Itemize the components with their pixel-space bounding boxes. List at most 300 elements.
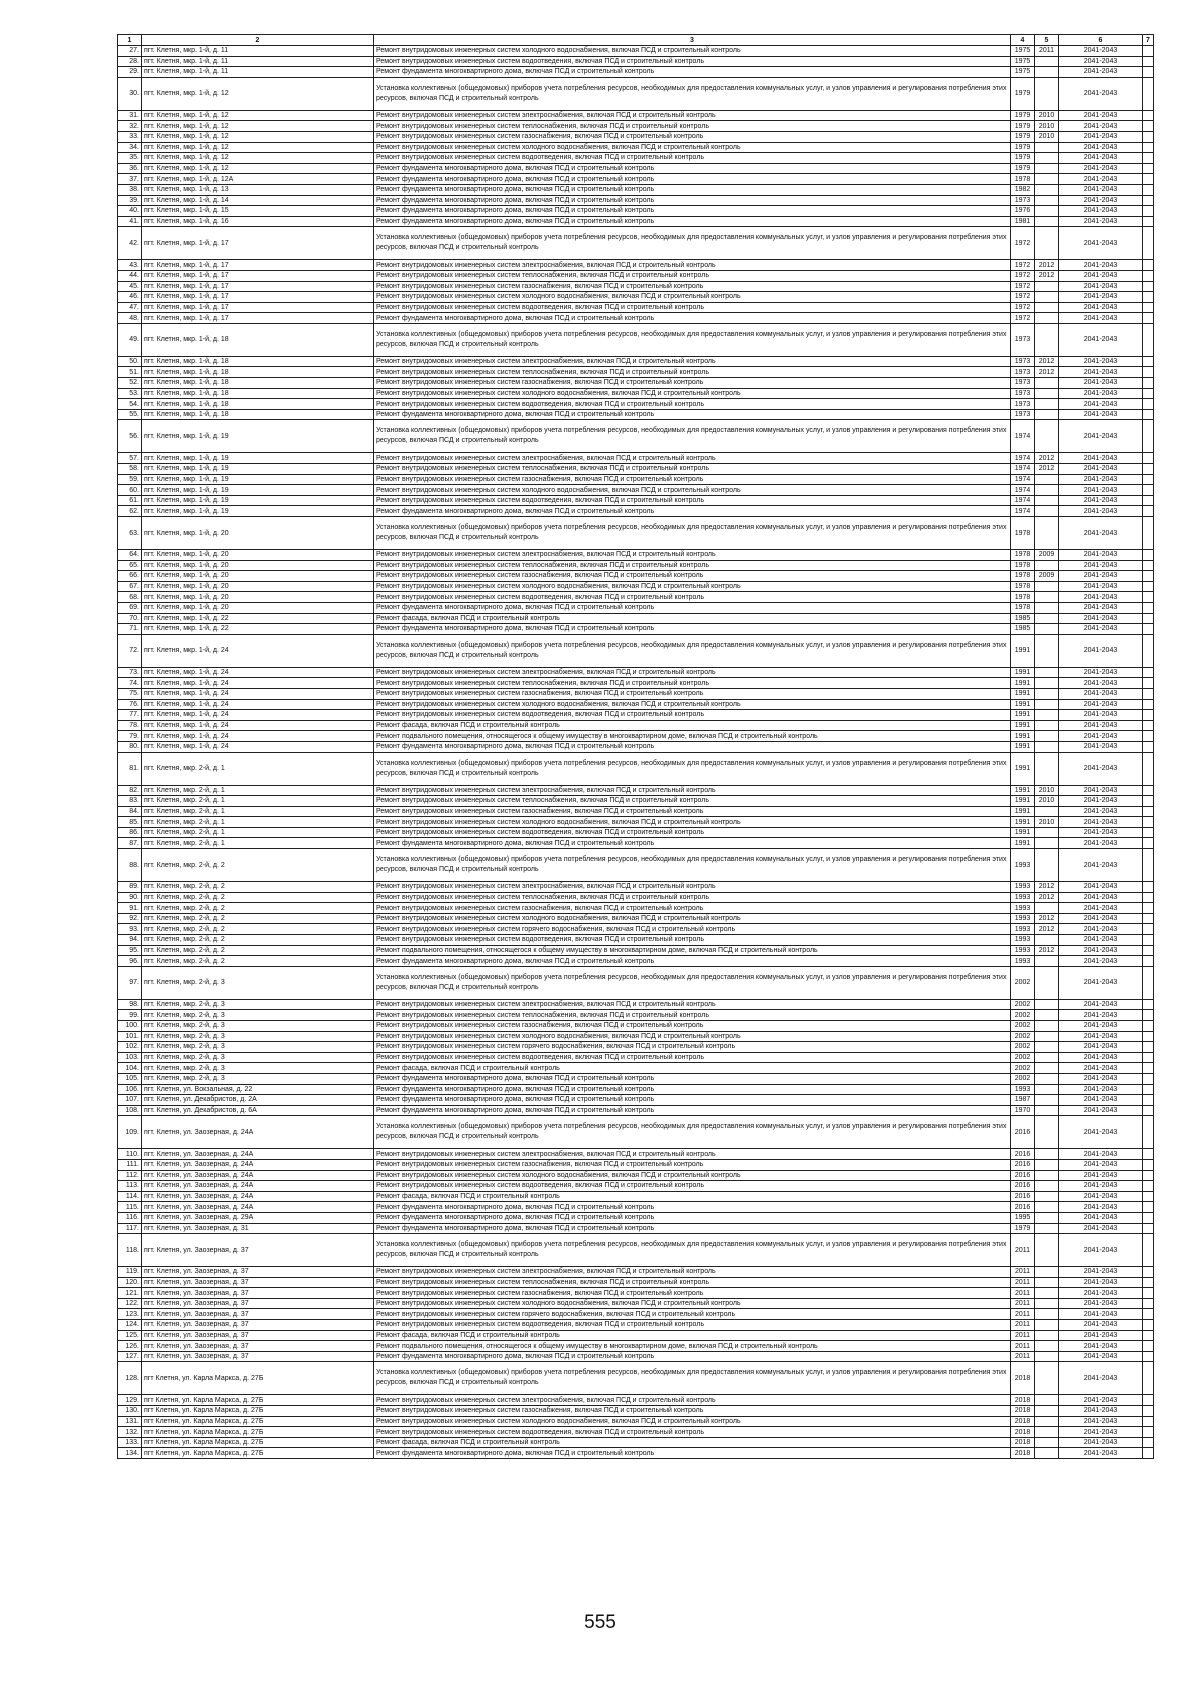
last-repair-year-cell — [1035, 313, 1059, 324]
build-year-cell: 1993 — [1011, 913, 1035, 924]
planned-period-cell: 2041-2043 — [1059, 1416, 1143, 1427]
address-cell: пгт. Клетня, мкр. 2-й, д. 3 — [142, 1042, 374, 1053]
address-cell: пгт. Клетня, ул. Заозерная, д. 31 — [142, 1223, 374, 1234]
work-type-cell: Ремонт внутридомовых инженерных систем холодного водоснабжения, включая ПСД и строительный контроль — [374, 1170, 1011, 1181]
table-row — [118, 506, 1154, 517]
build-year-cell: 1979 — [1011, 153, 1035, 164]
build-year-cell: 1972 — [1011, 313, 1035, 324]
work-type-cell: Ремонт внутридомовых инженерных систем водоотведения, включая ПСД и строительный контроль — [374, 935, 1011, 946]
header-col-7: 7 — [1143, 35, 1154, 46]
row-number: 108. — [118, 1105, 142, 1116]
table-row — [118, 688, 1154, 699]
build-year-cell: 1985 — [1011, 624, 1035, 635]
last-repair-year-cell — [1035, 1406, 1059, 1417]
build-year-cell: 1981 — [1011, 216, 1035, 227]
row-number: 39. — [118, 195, 142, 206]
build-year-cell: 1995 — [1011, 1212, 1035, 1223]
table-row — [118, 634, 1154, 667]
address-cell: пгт. Клетня, мкр. 1-й, д. 24 — [142, 731, 374, 742]
row-number: 36. — [118, 163, 142, 174]
build-year-cell: 1993 — [1011, 1084, 1035, 1095]
header-col-4: 4 — [1011, 35, 1035, 46]
planned-period-cell: 2041-2043 — [1059, 356, 1143, 367]
planned-period-cell: 2041-2043 — [1059, 1406, 1143, 1417]
empty-cell — [1143, 1212, 1154, 1223]
empty-cell — [1143, 966, 1154, 999]
empty-cell — [1143, 270, 1154, 281]
table-row — [118, 367, 1154, 378]
table-row — [118, 485, 1154, 496]
address-cell: пгт. Клетня, мкр. 2-й, д. 3 — [142, 1010, 374, 1021]
build-year-cell: 2018 — [1011, 1395, 1035, 1406]
address-cell: пгт. Клетня, мкр. 1-й, д. 11 — [142, 56, 374, 67]
last-repair-year-cell — [1035, 216, 1059, 227]
last-repair-year-cell — [1035, 699, 1059, 710]
planned-period-cell: 2041-2043 — [1059, 817, 1143, 828]
planned-period-cell: 2041-2043 — [1059, 827, 1143, 838]
table-row — [118, 945, 1154, 956]
last-repair-year-cell — [1035, 560, 1059, 571]
row-number: 112. — [118, 1170, 142, 1181]
address-cell: пгт. Клетня, ул. Заозерная, д. 37 — [142, 1330, 374, 1341]
last-repair-year-cell: 2012 — [1035, 453, 1059, 464]
planned-period-cell: 2041-2043 — [1059, 903, 1143, 914]
address-cell: пгт. Клетня, ул. Заозерная, д. 24А — [142, 1149, 374, 1160]
row-number: 114. — [118, 1191, 142, 1202]
empty-cell — [1143, 956, 1154, 967]
planned-period-cell: 2041-2043 — [1059, 517, 1143, 550]
table-row — [118, 731, 1154, 742]
table-row — [118, 464, 1154, 475]
address-cell: пгт. Клетня, мкр. 1-й, д. 16 — [142, 216, 374, 227]
table-row — [118, 1351, 1154, 1362]
address-cell: пгт. Клетня, мкр. 2-й, д. 2 — [142, 849, 374, 882]
last-repair-year-cell: 2010 — [1035, 817, 1059, 828]
address-cell: пгт. Клетня, ул. Заозерная, д. 37 — [142, 1351, 374, 1362]
table-row — [118, 892, 1154, 903]
empty-cell — [1143, 399, 1154, 410]
last-repair-year-cell — [1035, 409, 1059, 420]
row-number: 52. — [118, 378, 142, 389]
planned-period-cell: 2041-2043 — [1059, 495, 1143, 506]
row-number: 72. — [118, 634, 142, 667]
planned-period-cell: 2041-2043 — [1059, 1212, 1143, 1223]
row-number: 71. — [118, 624, 142, 635]
address-cell: пгт. Клетня, мкр. 1-й, д. 14 — [142, 195, 374, 206]
planned-period-cell: 2041-2043 — [1059, 838, 1143, 849]
work-type-cell: Ремонт фундамента многоквартирного дома, включая ПСД и строительный контроль — [374, 602, 1011, 613]
planned-period-cell: 2041-2043 — [1059, 1330, 1143, 1341]
work-type-cell: Ремонт фундамента многоквартирного дома, включая ПСД и строительный контроль — [374, 67, 1011, 78]
work-type-cell: Ремонт фундамента многоквартирного дома, включая ПСД и строительный контроль — [374, 1095, 1011, 1106]
work-type-cell: Ремонт внутридомовых инженерных систем водоотведения, включая ПСД и строительный контроль — [374, 1052, 1011, 1063]
planned-period-cell: 2041-2043 — [1059, 882, 1143, 893]
planned-period-cell: 2041-2043 — [1059, 121, 1143, 132]
address-cell: пгт. Клетня, ул. Заозерная, д. 37 — [142, 1341, 374, 1352]
build-year-cell: 1979 — [1011, 131, 1035, 142]
planned-period-cell: 2041-2043 — [1059, 110, 1143, 121]
table-row — [118, 752, 1154, 785]
table-row — [118, 1362, 1154, 1395]
empty-cell — [1143, 216, 1154, 227]
address-cell: пгт Клетня, ул. Карла Маркса, д. 27Б — [142, 1406, 374, 1417]
work-type-cell: Ремонт внутридомовых инженерных систем газоснабжения, включая ПСД и строительный контроль — [374, 281, 1011, 292]
planned-period-cell: 2041-2043 — [1059, 1320, 1143, 1331]
planned-period-cell: 2041-2043 — [1059, 163, 1143, 174]
last-repair-year-cell: 2010 — [1035, 121, 1059, 132]
build-year-cell: 2011 — [1011, 1320, 1035, 1331]
last-repair-year-cell — [1035, 1298, 1059, 1309]
last-repair-year-cell — [1035, 849, 1059, 882]
work-type-cell: Ремонт фундамента многоквартирного дома, включая ПСД и строительный контроль — [374, 1073, 1011, 1084]
last-repair-year-cell — [1035, 1042, 1059, 1053]
empty-cell — [1143, 131, 1154, 142]
empty-cell — [1143, 1416, 1154, 1427]
row-number: 124. — [118, 1320, 142, 1331]
table-row — [118, 806, 1154, 817]
build-year-cell: 2011 — [1011, 1309, 1035, 1320]
table-row — [118, 517, 1154, 550]
build-year-cell: 2018 — [1011, 1406, 1035, 1417]
work-type-cell: Ремонт фундамента многоквартирного дома, включая ПСД и строительный контроль — [374, 1223, 1011, 1234]
last-repair-year-cell: 2012 — [1035, 924, 1059, 935]
last-repair-year-cell — [1035, 1427, 1059, 1438]
empty-cell — [1143, 184, 1154, 195]
row-number: 128. — [118, 1362, 142, 1395]
planned-period-cell: 2041-2043 — [1059, 699, 1143, 710]
build-year-cell: 1979 — [1011, 1223, 1035, 1234]
row-number: 95. — [118, 945, 142, 956]
table-body — [118, 46, 1154, 1459]
work-type-cell: Ремонт внутридомовых инженерных систем водоотведения, включая ПСД и строительный контроль — [374, 1181, 1011, 1192]
row-number: 55. — [118, 409, 142, 420]
address-cell: пгт. Клетня, мкр. 1-й, д. 17 — [142, 260, 374, 271]
planned-period-cell: 2041-2043 — [1059, 323, 1143, 356]
row-number: 43. — [118, 260, 142, 271]
address-cell: пгт. Клетня, мкр. 2-й, д. 3 — [142, 1073, 374, 1084]
address-cell: пгт. Клетня, мкр. 1-й, д. 18 — [142, 388, 374, 399]
address-cell: пгт. Клетня, мкр. 1-й, д. 15 — [142, 206, 374, 217]
table-row — [118, 420, 1154, 453]
address-cell: пгт Клетня, ул. Карла Маркса, д. 27Б — [142, 1395, 374, 1406]
work-type-cell: Установка коллективных (общедомовых) приборов учета потребления ресурсов, необходимых для предоставления коммунальных услуг, и узлов управления и регулирования потребления этих ресурсов, включая ПСД и строительный контроль — [374, 517, 1011, 550]
build-year-cell: 2016 — [1011, 1181, 1035, 1192]
table-row — [118, 1212, 1154, 1223]
table-row — [118, 356, 1154, 367]
last-repair-year-cell — [1035, 1309, 1059, 1320]
last-repair-year-cell — [1035, 688, 1059, 699]
planned-period-cell: 2041-2043 — [1059, 688, 1143, 699]
build-year-cell: 2016 — [1011, 1149, 1035, 1160]
table-row — [118, 966, 1154, 999]
work-type-cell: Ремонт фасада, включая ПСД и строительный контроль — [374, 720, 1011, 731]
build-year-cell: 1970 — [1011, 1105, 1035, 1116]
row-number: 33. — [118, 131, 142, 142]
planned-period-cell: 2041-2043 — [1059, 1341, 1143, 1352]
work-type-cell: Ремонт внутридомовых инженерных систем электроснабжения, включая ПСД и строительный контроль — [374, 356, 1011, 367]
address-cell: пгт. Клетня, мкр. 1-й, д. 12 — [142, 153, 374, 164]
work-type-cell: Ремонт внутридомовых инженерных систем холодного водоснабжения, включая ПСД и строительный контроль — [374, 913, 1011, 924]
last-repair-year-cell: 2010 — [1035, 131, 1059, 142]
address-cell: пгт. Клетня, мкр. 1-й, д. 24 — [142, 699, 374, 710]
planned-period-cell: 2041-2043 — [1059, 1149, 1143, 1160]
row-number: 94. — [118, 935, 142, 946]
table-row — [118, 741, 1154, 752]
table-row — [118, 1170, 1154, 1181]
empty-cell — [1143, 945, 1154, 956]
table-row — [118, 153, 1154, 164]
build-year-cell: 1993 — [1011, 849, 1035, 882]
empty-cell — [1143, 302, 1154, 313]
empty-cell — [1143, 817, 1154, 828]
work-type-cell: Ремонт внутридомовых инженерных систем холодного водоснабжения, включая ПСД и строительный контроль — [374, 142, 1011, 153]
work-type-cell: Ремонт внутридомовых инженерных систем теплоснабжения, включая ПСД и строительный контроль — [374, 1010, 1011, 1021]
last-repair-year-cell — [1035, 1170, 1059, 1181]
address-cell: пгт. Клетня, мкр. 1-й, д. 24 — [142, 634, 374, 667]
document-sheet — [117, 34, 1153, 1459]
address-cell: пгт. Клетня, мкр. 2-й, д. 2 — [142, 903, 374, 914]
address-cell: пгт. Клетня, мкр. 1-й, д. 24 — [142, 741, 374, 752]
table-row — [118, 227, 1154, 260]
empty-cell — [1143, 1105, 1154, 1116]
last-repair-year-cell — [1035, 399, 1059, 410]
row-number: 111. — [118, 1159, 142, 1170]
empty-cell — [1143, 495, 1154, 506]
table-row — [118, 195, 1154, 206]
planned-period-cell: 2041-2043 — [1059, 227, 1143, 260]
row-number: 64. — [118, 550, 142, 561]
planned-period-cell: 2041-2043 — [1059, 720, 1143, 731]
header-col-5: 5 — [1035, 35, 1059, 46]
row-number: 37. — [118, 174, 142, 185]
build-year-cell: 1972 — [1011, 281, 1035, 292]
row-number: 61. — [118, 495, 142, 506]
row-number: 82. — [118, 785, 142, 796]
table-row — [118, 206, 1154, 217]
empty-cell — [1143, 678, 1154, 689]
last-repair-year-cell — [1035, 1223, 1059, 1234]
empty-cell — [1143, 1116, 1154, 1149]
table-row — [118, 935, 1154, 946]
planned-period-cell: 2041-2043 — [1059, 281, 1143, 292]
last-repair-year-cell — [1035, 292, 1059, 303]
empty-cell — [1143, 1448, 1154, 1459]
row-number: 40. — [118, 206, 142, 217]
table-row — [118, 720, 1154, 731]
planned-period-cell: 2041-2043 — [1059, 313, 1143, 324]
build-year-cell: 1991 — [1011, 720, 1035, 731]
build-year-cell: 1975 — [1011, 56, 1035, 67]
table-row — [118, 1159, 1154, 1170]
build-year-cell: 1974 — [1011, 464, 1035, 475]
planned-period-cell: 2041-2043 — [1059, 1191, 1143, 1202]
last-repair-year-cell — [1035, 1320, 1059, 1331]
work-type-cell: Установка коллективных (общедомовых) приборов учета потребления ресурсов, необходимых для предоставления коммунальных услуг, и узлов управления и регулирования потребления этих ресурсов, включая ПСД и строительный контроль — [374, 1234, 1011, 1267]
table-row — [118, 1149, 1154, 1160]
address-cell: пгт. Клетня, мкр. 2-й, д. 3 — [142, 999, 374, 1010]
page-number: 555 — [584, 1612, 616, 1633]
last-repair-year-cell — [1035, 1416, 1059, 1427]
empty-cell — [1143, 1052, 1154, 1063]
row-number: 126. — [118, 1341, 142, 1352]
build-year-cell: 1991 — [1011, 688, 1035, 699]
table-row — [118, 131, 1154, 142]
build-year-cell: 2011 — [1011, 1267, 1035, 1278]
empty-cell — [1143, 752, 1154, 785]
planned-period-cell: 2041-2043 — [1059, 153, 1143, 164]
row-number: 98. — [118, 999, 142, 1010]
address-cell: пгт. Клетня, мкр. 1-й, д. 22 — [142, 624, 374, 635]
table-row — [118, 849, 1154, 882]
build-year-cell: 1991 — [1011, 817, 1035, 828]
build-year-cell: 1973 — [1011, 367, 1035, 378]
table-row — [118, 1021, 1154, 1032]
table-row — [118, 1095, 1154, 1106]
table-row — [118, 624, 1154, 635]
build-year-cell: 1974 — [1011, 420, 1035, 453]
row-number: 105. — [118, 1073, 142, 1084]
row-number: 96. — [118, 956, 142, 967]
row-number: 125. — [118, 1330, 142, 1341]
build-year-cell: 1972 — [1011, 260, 1035, 271]
address-cell: пгт. Клетня, мкр. 1-й, д. 20 — [142, 560, 374, 571]
row-number: 56. — [118, 420, 142, 453]
work-type-cell: Ремонт внутридомовых инженерных систем холодного водоснабжения, включая ПСД и строительный контроль — [374, 388, 1011, 399]
address-cell: пгт. Клетня, мкр. 2-й, д. 2 — [142, 882, 374, 893]
work-type-cell: Ремонт внутридомовых инженерных систем газоснабжения, включая ПСД и строительный контроль — [374, 474, 1011, 485]
work-type-cell: Ремонт внутридомовых инженерных систем водоотведения, включая ПСД и строительный контроль — [374, 710, 1011, 721]
build-year-cell: 1991 — [1011, 678, 1035, 689]
row-number: 116. — [118, 1212, 142, 1223]
work-type-cell: Ремонт фундамента многоквартирного дома, включая ПСД и строительный контроль — [374, 216, 1011, 227]
row-number: 91. — [118, 903, 142, 914]
address-cell: пгт. Клетня, мкр. 2-й, д. 1 — [142, 806, 374, 817]
table-row — [118, 1416, 1154, 1427]
work-type-cell: Установка коллективных (общедомовых) приборов учета потребления ресурсов, необходимых для предоставления коммунальных услуг, и узлов управления и регулирования потребления этих ресурсов, включая ПСД и строительный контроль — [374, 966, 1011, 999]
planned-period-cell: 2041-2043 — [1059, 924, 1143, 935]
empty-cell — [1143, 1309, 1154, 1320]
row-number: 130. — [118, 1406, 142, 1417]
last-repair-year-cell: 2010 — [1035, 110, 1059, 121]
empty-cell — [1143, 688, 1154, 699]
table-row — [118, 281, 1154, 292]
work-type-cell: Ремонт внутридомовых инженерных систем электроснабжения, включая ПСД и строительный контроль — [374, 550, 1011, 561]
address-cell: пгт. Клетня, мкр. 1-й, д. 20 — [142, 550, 374, 561]
empty-cell — [1143, 1330, 1154, 1341]
row-number: 102. — [118, 1042, 142, 1053]
work-type-cell: Ремонт внутридомовых инженерных систем газоснабжения, включая ПСД и строительный контроль — [374, 688, 1011, 699]
work-type-cell: Ремонт фундамента многоквартирного дома, включая ПСД и строительный контроль — [374, 206, 1011, 217]
row-number: 66. — [118, 571, 142, 582]
row-number: 81. — [118, 752, 142, 785]
work-type-cell: Ремонт фасада, включая ПСД и строительный контроль — [374, 1330, 1011, 1341]
build-year-cell: 1979 — [1011, 121, 1035, 132]
last-repair-year-cell — [1035, 838, 1059, 849]
empty-cell — [1143, 1277, 1154, 1288]
address-cell: пгт. Клетня, ул. Вокзальная, д. 22 — [142, 1084, 374, 1095]
empty-cell — [1143, 634, 1154, 667]
empty-cell — [1143, 388, 1154, 399]
last-repair-year-cell — [1035, 474, 1059, 485]
empty-cell — [1143, 699, 1154, 710]
planned-period-cell: 2041-2043 — [1059, 935, 1143, 946]
work-type-cell: Ремонт внутридомовых инженерных систем горячего водоснабжения, включая ПСД и строительный контроль — [374, 1042, 1011, 1053]
address-cell: пгт. Клетня, мкр. 2-й, д. 2 — [142, 924, 374, 935]
work-type-cell: Ремонт внутридомовых инженерных систем теплоснабжения, включая ПСД и строительный контроль — [374, 796, 1011, 807]
address-cell: пгт. Клетня, мкр. 1-й, д. 18 — [142, 409, 374, 420]
empty-cell — [1143, 1021, 1154, 1032]
row-number: 104. — [118, 1063, 142, 1074]
address-cell: пгт. Клетня, мкр. 2-й, д. 1 — [142, 817, 374, 828]
empty-cell — [1143, 323, 1154, 356]
table-row — [118, 1063, 1154, 1074]
last-repair-year-cell — [1035, 581, 1059, 592]
empty-cell — [1143, 1341, 1154, 1352]
address-cell: пгт. Клетня, мкр. 1-й, д. 18 — [142, 356, 374, 367]
planned-period-cell: 2041-2043 — [1059, 1181, 1143, 1192]
address-cell: пгт. Клетня, мкр. 1-й, д. 19 — [142, 420, 374, 453]
row-number: 44. — [118, 270, 142, 281]
build-year-cell: 1979 — [1011, 77, 1035, 110]
planned-period-cell: 2041-2043 — [1059, 1170, 1143, 1181]
table-row — [118, 1395, 1154, 1406]
row-number: 50. — [118, 356, 142, 367]
work-type-cell: Ремонт внутридомовых инженерных систем водоотведения, включая ПСД и строительный контроль — [374, 495, 1011, 506]
planned-period-cell: 2041-2043 — [1059, 474, 1143, 485]
table-row — [118, 592, 1154, 603]
build-year-cell: 2016 — [1011, 1170, 1035, 1181]
last-repair-year-cell — [1035, 1149, 1059, 1160]
work-type-cell: Установка коллективных (общедомовых) приборов учета потребления ресурсов, необходимых для предоставления коммунальных услуг, и узлов управления и регулирования потребления этих ресурсов, включая ПСД и строительный контроль — [374, 1116, 1011, 1149]
planned-period-cell: 2041-2043 — [1059, 913, 1143, 924]
work-type-cell: Ремонт внутридомовых инженерных систем холодного водоснабжения, включая ПСД и строительный контроль — [374, 581, 1011, 592]
row-number: 119. — [118, 1267, 142, 1278]
row-number: 70. — [118, 613, 142, 624]
empty-cell — [1143, 849, 1154, 882]
row-number: 29. — [118, 67, 142, 78]
row-number: 77. — [118, 710, 142, 721]
address-cell: пгт. Клетня, ул. Заозерная, д. 24А — [142, 1116, 374, 1149]
empty-cell — [1143, 292, 1154, 303]
last-repair-year-cell: 2009 — [1035, 550, 1059, 561]
build-year-cell: 1973 — [1011, 356, 1035, 367]
build-year-cell: 2002 — [1011, 1073, 1035, 1084]
work-type-cell: Ремонт внутридомовых инженерных систем водоотведения, включая ПСД и строительный контроль — [374, 56, 1011, 67]
table-row — [118, 56, 1154, 67]
empty-cell — [1143, 785, 1154, 796]
address-cell: пгт. Клетня, мкр. 2-й, д. 2 — [142, 945, 374, 956]
planned-period-cell: 2041-2043 — [1059, 966, 1143, 999]
build-year-cell: 1973 — [1011, 323, 1035, 356]
planned-period-cell: 2041-2043 — [1059, 1202, 1143, 1213]
last-repair-year-cell — [1035, 302, 1059, 313]
table-row — [118, 1427, 1154, 1438]
row-number: 38. — [118, 184, 142, 195]
work-type-cell: Ремонт фундамента многоквартирного дома, включая ПСД и строительный контроль — [374, 1212, 1011, 1223]
last-repair-year-cell — [1035, 195, 1059, 206]
planned-period-cell: 2041-2043 — [1059, 602, 1143, 613]
last-repair-year-cell — [1035, 1437, 1059, 1448]
last-repair-year-cell — [1035, 613, 1059, 624]
work-type-cell: Ремонт внутридомовых инженерных систем теплоснабжения, включая ПСД и строительный контроль — [374, 678, 1011, 689]
work-type-cell: Ремонт внутридомовых инженерных систем горячего водоснабжения, включая ПСД и строительный контроль — [374, 924, 1011, 935]
work-type-cell: Ремонт подвального помещения, относящегося к общему имуществу в многоквартирном доме, включая ПСД и строительный контроль — [374, 731, 1011, 742]
work-type-cell: Ремонт подвального помещения, относящегося к общему имуществу в многоквартирном доме, включая ПСД и строительный контроль — [374, 1341, 1011, 1352]
empty-cell — [1143, 1073, 1154, 1084]
planned-period-cell: 2041-2043 — [1059, 1395, 1143, 1406]
table-row — [118, 1191, 1154, 1202]
empty-cell — [1143, 110, 1154, 121]
